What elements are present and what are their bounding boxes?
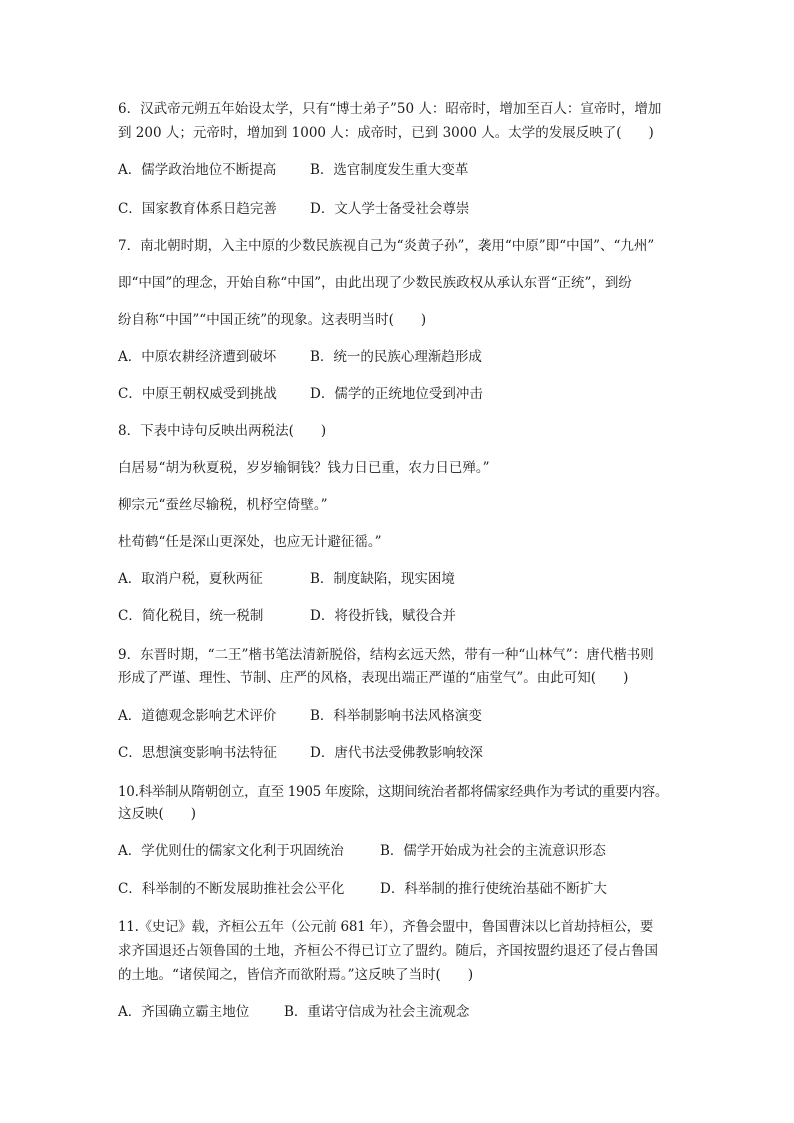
option-c[interactable]: C．国家教育体系日趋完善 [118,201,277,217]
question-stem-line: 11.《史记》载，齐桓公五年（公元前 681 年），齐鲁会盟中，鲁国曹沫以匕首劫持桓公，要 [118,919,654,935]
option-d[interactable]: D．唐代书法受佛教影响较深 [310,745,483,761]
option-a[interactable]: A．学优则仕的儒家文化利于巩固统治 [118,843,344,859]
option-a[interactable]: A．取消户税，夏秋两征 [118,571,263,587]
question-stem-line: 的土地。“诸侯闻之，皆信齐而欲附焉。”这反映了当时( ) [118,967,474,983]
option-b[interactable]: B．统一的民族心理渐趋形成 [310,349,482,365]
poem-line: 杜荀鹤“任是深山更深处，也应无计避征徭。” [118,534,382,550]
question-stem-line: 7．南北朝时期，入主中原的少数民族视自己为“炎黄子孙”，袭用“中原”即“中国”、“九州” [118,238,655,254]
option-d[interactable]: D．儒学的正统地位受到冲击 [310,386,483,402]
option-d[interactable]: D．科举制的推行使统治基础不断扩大 [380,881,607,897]
option-a[interactable]: A．齐国确立霸主地位 [118,1004,250,1020]
option-a[interactable]: A．道德观念影响艺术评价 [118,708,277,724]
option-b[interactable]: B．儒学开始成为社会的主流意识形态 [380,843,606,859]
question-stem-line: 形成了严谨、理性、节制、庄严的风格，表现出端正严谨的“庙堂气”。由此可知( ) [118,670,629,686]
question-stem-line: 8．下表中诗句反映出两税法( ) [118,423,327,439]
question-stem-line: 求齐国退还占领鲁国的土地，齐桓公不得已订立了盟约。随后，齐国按盟约退还了侵占鲁国 [118,943,658,959]
question-stem-line: 这反映( ) [118,806,197,822]
option-d[interactable]: D．文人学士备受社会尊崇 [310,201,470,217]
option-b[interactable]: B．选官制度发生重大变革 [310,162,469,178]
question-stem-line: 即“中国”的理念，开始自称“中国”，由此出现了少数民族政权从承认东晋“正统”，到纷 [118,275,632,291]
question-stem-line: 纷自称“中国”“中国正统”的现象。这表明当时( ) [118,312,427,328]
option-c[interactable]: C．科举制的不断发展助推社会公平化 [118,881,345,897]
option-c[interactable]: C．简化税目，统一税制 [118,608,264,624]
option-a[interactable]: A．中原农耕经济遭到破坏 [118,349,277,365]
option-c[interactable]: C．中原王朝权威受到挑战 [118,386,277,402]
poem-line: 柳宗元“蚕丝尽输税，机杼空倚壁。” [118,497,328,513]
option-a[interactable]: A．儒学政治地位不断提高 [118,162,277,178]
option-b[interactable]: B．制度缺陷，现实困境 [310,571,455,587]
question-stem-line: 9．东晋时期，“二王”楷书笔法清新脱俗，结构玄远天然，带有一种“山林气”：唐代楷书则 [118,647,654,663]
question-stem-line: 到 200 人；元帝时，增加到 1000 人：成帝时，已到 3000 人。太学的发展反映了( ) [118,125,654,141]
option-b[interactable]: B．科举制影响书法风格演变 [310,708,482,724]
option-d[interactable]: D．将役折钱，赋役合并 [310,608,456,624]
option-b[interactable]: B．重诺守信成为社会主流观念 [284,1004,470,1020]
poem-line: 白居易“胡为秋夏税，岁岁输铜钱？钱力日已重，农力日已殚。” [118,460,490,476]
option-c[interactable]: C．思想演变影响书法特征 [118,745,277,761]
question-stem-line: 10.科举制从隋朝创立，直至 1905 年废除，这期间统治者都将儒家经典作为考试的重要内容。 [118,784,669,800]
question-stem-line: 6．汉武帝元朔五年始设太学，只有“博士弟子”50 人：昭帝时，增加至百人：宣帝时，增加 [118,101,662,117]
